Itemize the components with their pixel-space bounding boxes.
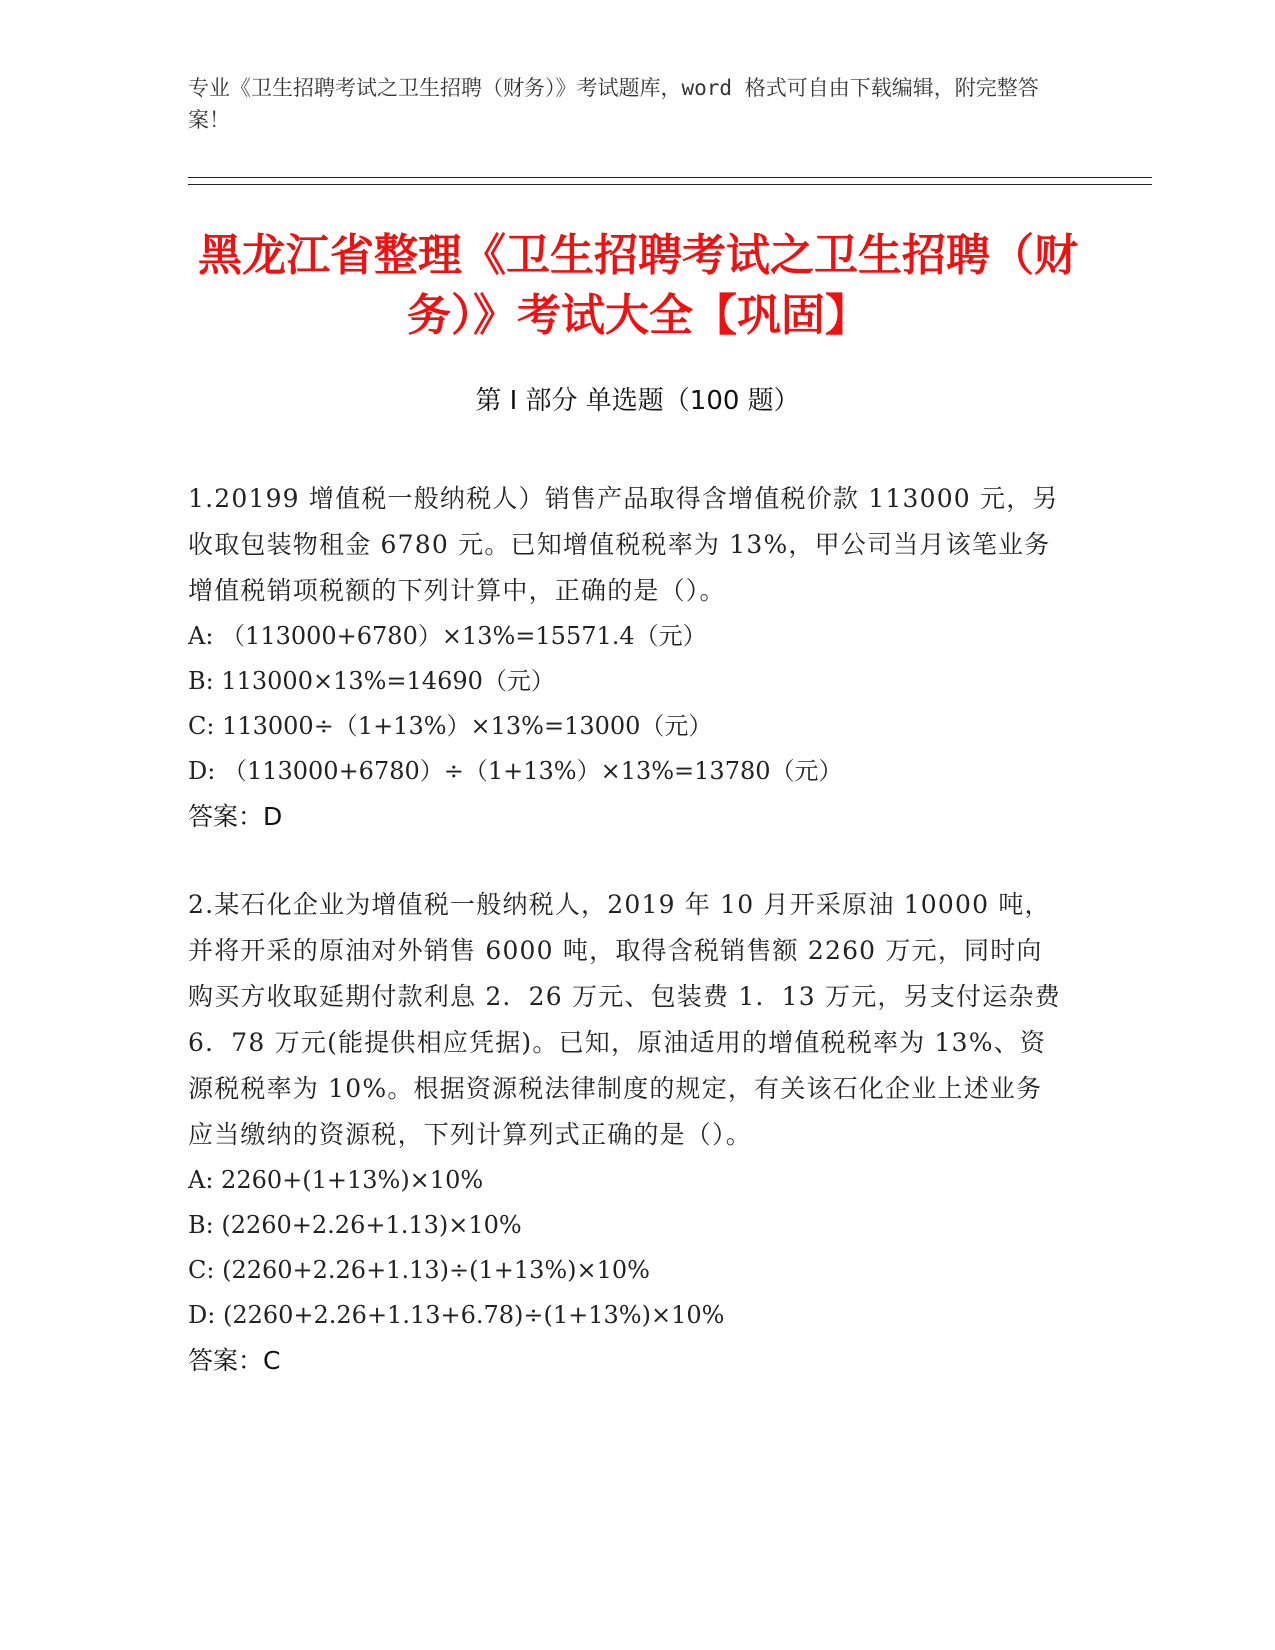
option-a: A: （113000+6780）×13%=15571.4（元）: [188, 622, 707, 650]
option-b: B: 113000×13%=14690（元）: [188, 667, 555, 695]
answer: 答案：C: [188, 1346, 281, 1375]
option-c: C: 113000÷（1+13%）×13%=13000（元）: [188, 712, 713, 740]
answer: 答案：D: [188, 802, 283, 831]
option-c: C: (2260+2.26+1.13)÷(1+13%)×10%: [188, 1256, 650, 1284]
option-a: A: 2260+(1+13%)×10%: [188, 1166, 484, 1194]
header-divider-bottom: [188, 184, 1152, 185]
question-1: [188, 476, 1068, 840]
question-2: [188, 882, 1068, 1384]
question-stem: 2.某石化企业为增值税一般纳税人，2019 年 10 月开采原油 10000 吨，并将开采的原油对外销售 6000 吨，取得含税销售额 2260 万元，同时向购买方收取延期付款利息 2．26 万元、包装费 1．13 万元，另支付运杂费 6．78 万元(能提供相应凭据)。已知，原油适用的增值税税率为 13%、资源税税率为 10%。根据资源税法律制度的规定，有关该石化企业上述业务应当缴纳的资源税，下列计算列式正确的是（）。: [188, 890, 1061, 1149]
section-heading: 第 I 部分 单选题（100 题）: [475, 386, 800, 416]
option-b: B: (2260+2.26+1.13)×10%: [188, 1211, 522, 1239]
header-divider-top: [188, 177, 1152, 178]
document-title: 黑龙江省整理《卫生招聘考试之卫生招聘（财务）》考试大全【巩固】: [198, 230, 1078, 341]
option-d: D: （113000+6780）÷（1+13%）×13%=13780（元）: [188, 757, 843, 785]
question-stem: 1.20199 增值税一般纳税人）销售产品取得含增值税价款 113000 元，另收取包装物租金 6780 元。已知增值税税率为 13%，甲公司当月该笔业务增值税销项税额的下列计算中，正确的是（）。: [188, 484, 1059, 605]
option-d: D: (2260+2.26+1.13+6.78)÷(1+13%)×10%: [188, 1301, 725, 1329]
header-note: 专业《卫生招聘考试之卫生招聘（财务）》考试题库，word 格式可自由下载编辑，附完整答案！: [188, 76, 1039, 132]
